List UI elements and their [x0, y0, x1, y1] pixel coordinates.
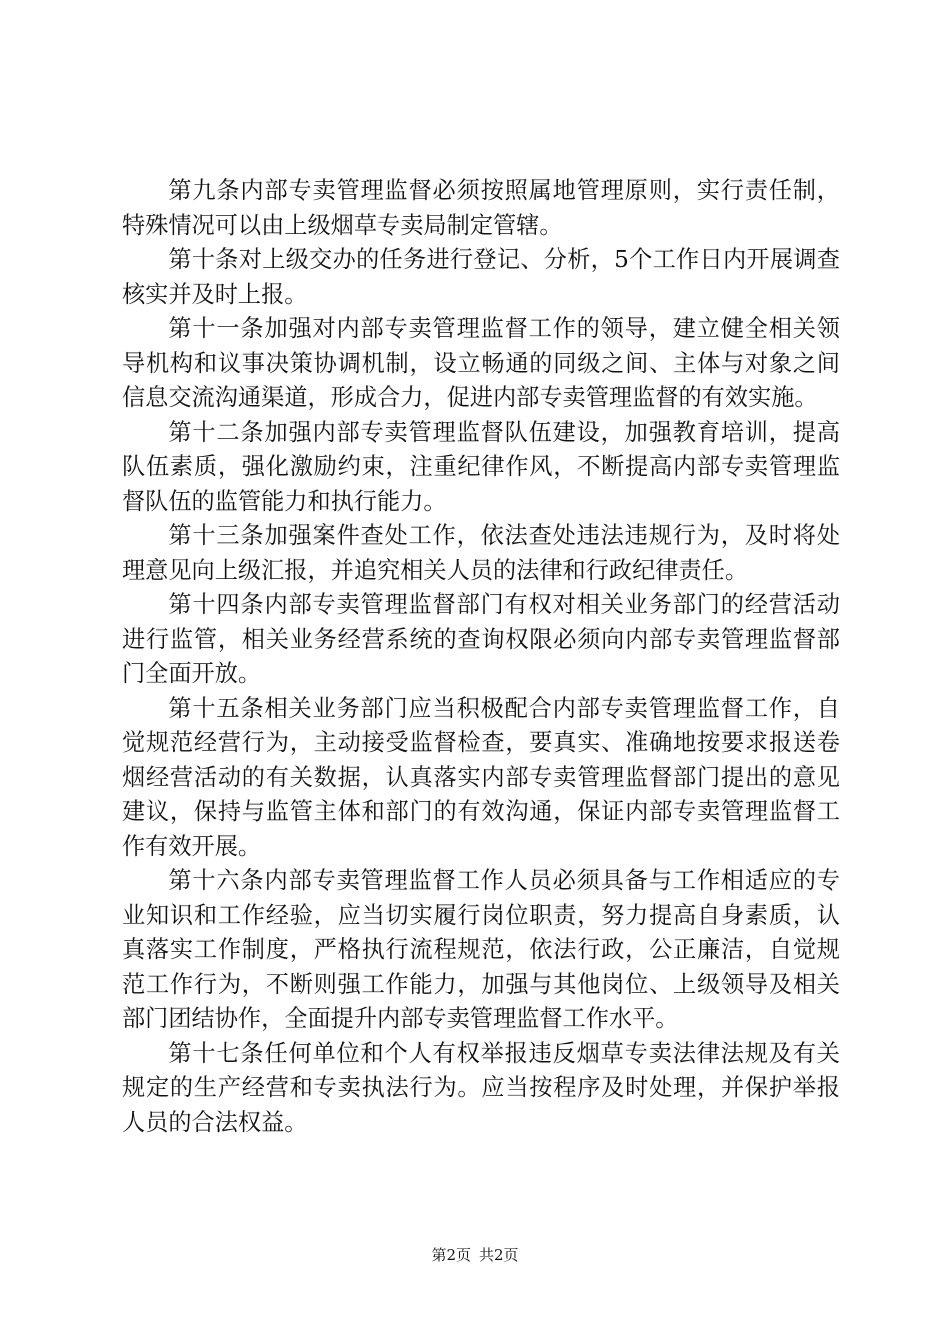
article-17: 第十七条任何单位和个人有权举报违反烟草专卖法律法规及有关规定的生产经营和专卖执法行为。应当按程序及时处理，并保护举报人员的合法权益。 [122, 1039, 840, 1136]
article-13: 第十三条加强案件查处工作，依法查处违法违规行为，及时将处理意见向上级汇报，并追究相关人员的法律和行政纪律责任。 [122, 522, 840, 584]
article-12: 第十二条加强内部专卖管理监督队伍建设，加强教育培训，提高队伍素质，强化激励约束，注重纪律作风，不断提高内部专卖管理监督队伍的监管能力和执行能力。 [122, 418, 840, 515]
article-14: 第十四条内部专卖管理监督部门有权对相关业务部门的经营活动进行监管，相关业务经营系统的查询权限必须向内部专卖管理监督部门全面开放。 [122, 591, 840, 687]
page-footer [0, 1244, 950, 1266]
page-total: 共2页 [479, 1246, 519, 1264]
article-11: 第十一条加强对内部专卖管理监督工作的领导，建立健全相关领导机构和议事决策协调机制，设立畅通的同级之间、主体与对象之间信息交流沟通渠道，形成合力，促进内部专卖管理监督的有效实施。 [122, 315, 840, 411]
article-16: 第十六条内部专卖管理监督工作人员必须具备与工作相适应的专业知识和工作经验，应当切实履行岗位职责，努力提高自身素质，认真落实工作制度，严格执行流程规范，依法行政，公正廉洁，自觉规范工作行为，不断则强工作能力，加强与其他岗位、上级领导及相关部门团结协作，全面提升内部专卖管理监督工作水平。 [122, 867, 840, 1032]
article-15: 第十五条相关业务部门应当积极配合内部专卖管理监督工作，自觉规范经营行为，主动接受监督检查，要真实、准确地按要求报送卷烟经营活动的有关数据，认真落实内部专卖管理监督部门提出的意见建议，保持与监管主体和部门的有效沟通，保证内部专卖管理监督工作有效开展。 [122, 694, 840, 860]
page-number: 第2页 [431, 1246, 471, 1264]
article-9: 第九条内部专卖管理监督必须按照属地管理原则，实行责任制，特殊情况可以由上级烟草专卖局制定管辖。 [122, 177, 840, 239]
article-10: 第十条对上级交办的任务进行登记、分析，5个工作日内开展调查核实并及时上报。 [122, 246, 840, 308]
document-body [122, 174, 840, 1140]
